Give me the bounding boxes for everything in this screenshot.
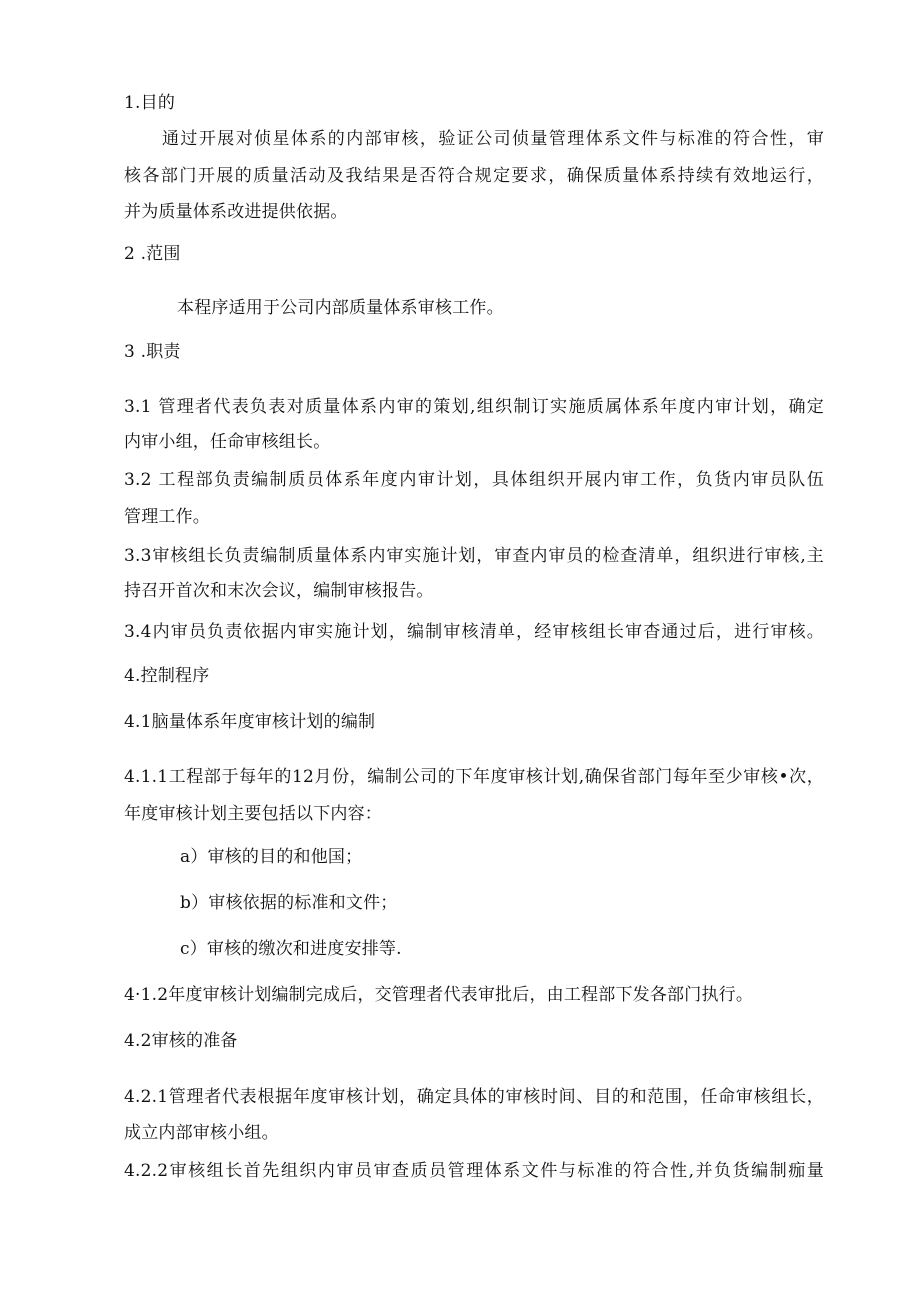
section-4-heading: 4.控制程序 bbox=[124, 666, 210, 686]
section-4-1-heading: 4.1脑量体系年度审核计划的编制 bbox=[124, 712, 376, 732]
section-4-2-heading: 4.2审核的准备 bbox=[124, 1031, 238, 1051]
section-3-4-line-1: 3.4内审员负责依据内审实施计划，编制审核清单，经审核组长审杳通过后，进行审核。 bbox=[124, 622, 824, 642]
section-3-3-line-2: 持召开首次和末次会议，编制审核报告。 bbox=[124, 581, 434, 601]
section-4-1-2-line-1: 4·1.2年度审核计划编制完成后，交管理者代表审批后，由工程部下发各部门执行。 bbox=[124, 985, 754, 1005]
section-3-1-line-2: 内审小组，任命审核组长。 bbox=[124, 432, 331, 452]
section-3-heading: 3 .职责 bbox=[124, 342, 181, 362]
section-3-2-line-1: 3.2 工程部负责编制质员体系年度内审计划，具体组织开展内审工作，负货内审员队伍 bbox=[124, 470, 824, 490]
section-4-1-1-line-2: 年度审核计划主要包括以下内容： bbox=[124, 804, 382, 824]
section-3-3-line-1: 3.3审核组长负责编制质量体系内审实施计划，审查内审员的检查清单，组织进行审核,主 bbox=[124, 546, 824, 566]
section-1-paragraph-line-2: 核各部门开展的质量活动及我结果是否符合规定要求，确保质量体系持续有效地运行， bbox=[124, 166, 824, 186]
section-1-paragraph-line-3: 并为质量体系改进提供依据。 bbox=[124, 202, 348, 222]
section-2-heading: 2 .范围 bbox=[124, 244, 181, 264]
section-3-1-line-1: 3.1 管理者代表负表对质量体系内审的策划,组织制订实施质属体系年度内审计划，确定 bbox=[124, 397, 824, 417]
list-item-b: b）审核依据的标准和文件； bbox=[180, 893, 398, 913]
section-3-2-line-2: 管理工作。 bbox=[124, 507, 210, 527]
section-1-heading: 1.目的 bbox=[124, 93, 176, 113]
section-2-paragraph: 本程序适用于公司内部质量体系审核工作。 bbox=[177, 298, 504, 318]
section-4-2-1-line-2: 成立内部审核小组。 bbox=[124, 1123, 279, 1143]
list-item-a: a）审核的目的和他国； bbox=[180, 847, 363, 867]
section-4-1-1-line-1: 4.1.1工程部于每年的12月份，编制公司的下年度审核计划,确保省部门每年至少审核•次， bbox=[124, 767, 824, 787]
section-4-2-1-line-1: 4.2.1管理者代表根据年度审核计划，确定具体的审核时间、目的和范围，任命审核组长， bbox=[124, 1087, 824, 1107]
list-item-c: c）审核的缴次和进度安排等. bbox=[180, 939, 402, 959]
section-4-2-2-line-1: 4.2.2审核组长首先组织内审员审查质员管理体系文件与标准的符合性,并负货编制痂量 bbox=[124, 1161, 824, 1181]
section-1-paragraph-line-1: 通过开展对侦星体系的内部审核，验证公司侦量管理体系文件与标准的符合性，审 bbox=[162, 129, 824, 149]
